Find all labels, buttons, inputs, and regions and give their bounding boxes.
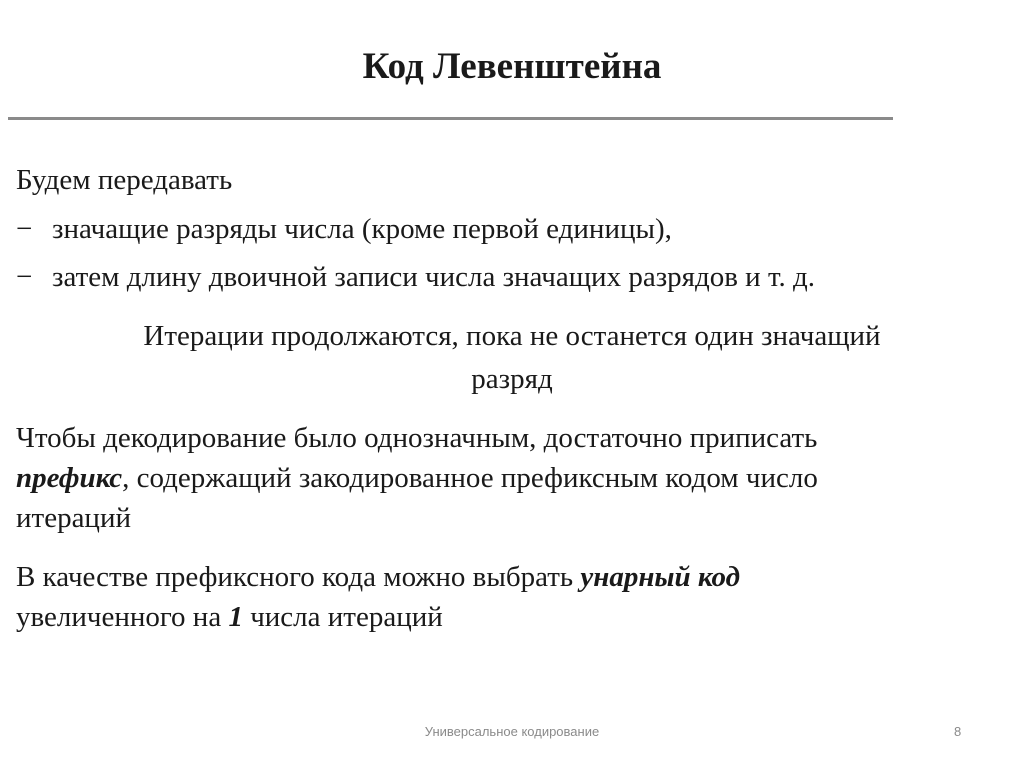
decode-text-line-1: Чтобы декодирование было однозначным, достаточно приписать: [16, 422, 818, 454]
bullet-marker-1: −: [16, 213, 33, 245]
unary-code-term: унарный код: [580, 561, 741, 593]
prefix-term: префикс: [16, 462, 123, 494]
intro-text: Будем передавать: [16, 164, 233, 196]
choice-text-line-2: [16, 599, 443, 635]
title-divider: [8, 117, 893, 120]
choice-text-line-2-end: числа итераций: [242, 601, 443, 633]
choice-text-line-1-start: В качестве префиксного кода можно выбрать: [16, 561, 581, 593]
decode-text-line-2-rest: , содержащий закодированное префиксным кодом число: [122, 462, 818, 494]
bullet-marker-2: −: [16, 261, 33, 293]
iterations-text-line-1: Итерации продолжаются, пока не останется один значащий: [143, 320, 881, 352]
decode-text-line-2: [16, 460, 818, 496]
bullet-text-2: затем длину двоичной записи числа значащих разрядов и т. д.: [52, 261, 815, 293]
choice-text-line-1: [16, 559, 740, 595]
footer-text: Универсальное кодирование: [424, 724, 600, 739]
one-term: 1: [228, 601, 243, 633]
page-number: 8: [954, 724, 962, 739]
iterations-text-line-2: разряд: [471, 363, 553, 395]
slide-title: Код Левенштейна: [362, 46, 662, 87]
decode-text-line-3: итераций: [16, 502, 131, 534]
choice-text-line-2-start: увеличенного на: [16, 601, 229, 633]
bullet-text-1: значащие разряды числа (кроме первой единицы),: [52, 213, 672, 245]
